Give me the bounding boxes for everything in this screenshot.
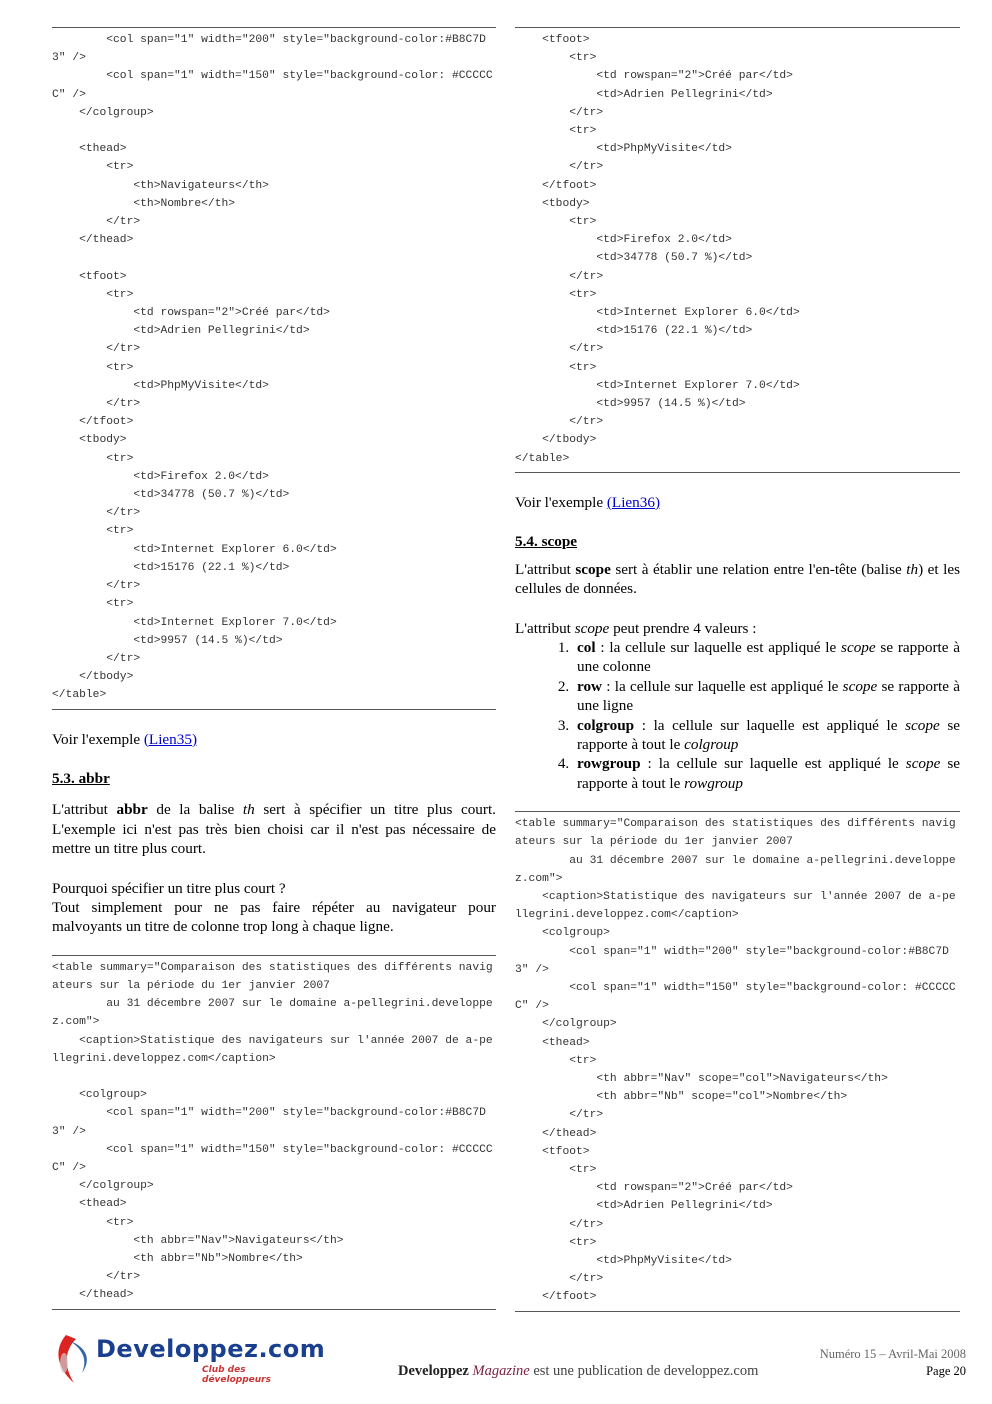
publication-magazine: Magazine xyxy=(472,1363,530,1379)
left-column xyxy=(52,27,496,1310)
text-span: se rapporte à tout le xyxy=(577,716,960,753)
scope-values-list xyxy=(515,638,960,793)
text-span: L'attribut xyxy=(515,619,575,637)
italic-term: scope xyxy=(905,755,941,773)
text-span: : la cellule sur laquelle est appliqué le xyxy=(595,638,842,656)
body-paragraph xyxy=(515,560,960,599)
publication-brand: Developpez xyxy=(398,1363,469,1379)
text-span: se rapporte à une colonne xyxy=(577,638,960,676)
example-paragraph xyxy=(52,730,496,749)
italic-term: scope xyxy=(841,638,876,656)
list-item xyxy=(573,677,960,716)
bold-term: colgroup xyxy=(577,716,635,734)
text-span: ) et les cellules de données. xyxy=(515,560,960,598)
code-block: <table summary="Comparaison des statistiques des différents navigateurs sur la période du 1er janvier 2007 au 31 décembre 2007 sur le domaine a-pellegrini.developpez.com"> <caption>Statistique des navigateurs sur l'année 2007 de a-pellegrini.developpez.com</caption> <colgroup> <col span="1" width="200" style="background-color:#B8C7D3" /> <col span="1" width="150" style="background-color: #CCCCCC" /> </colgroup> <thead> <tr> <th abbr="Nav" scope="col">Navigateurs</th> <th abbr="Nb" scope="col">Nombre</th> </tr> </thead> <tfoot> <tr> <td rowspan="2">Créé par</td> <td>Adrien Pellegrini</td> </tr> <tr> <td>PhpMyVisite</td> </tr> </tfoot> xyxy=(515,811,960,1311)
right-column xyxy=(515,27,960,1312)
publication-text: est une publication de developpez.com xyxy=(529,1363,759,1379)
text-span: L'attribut xyxy=(52,801,117,819)
italic-term: th xyxy=(242,801,255,819)
text-span: L'attribut xyxy=(515,560,576,578)
italic-term: scope xyxy=(905,716,940,734)
issue-number: Numéro 15 – Avril-Mai 2008 xyxy=(819,1347,966,1361)
bold-term: rowgroup xyxy=(577,755,641,773)
italic-term: scope xyxy=(574,619,610,637)
section-heading: 5.3. abbr xyxy=(52,769,110,787)
italic-term: scope xyxy=(842,677,878,695)
text-span: se rapporte à une ligne xyxy=(577,677,960,715)
example-paragraph xyxy=(515,493,960,512)
text-span: : la cellule sur laquelle est appliqué le xyxy=(640,755,906,773)
body-paragraph xyxy=(52,800,496,858)
developpez-logo[interactable] xyxy=(52,1333,326,1385)
body-paragraph: Pourquoi spécifier un titre plus court ? xyxy=(52,879,286,897)
body-paragraph xyxy=(515,619,960,638)
logo-tagline: Club des développeurs xyxy=(202,1365,271,1385)
list-item xyxy=(573,638,960,677)
page-number: Page 20 xyxy=(926,1364,966,1378)
list-item xyxy=(573,716,960,755)
bold-term: abbr xyxy=(116,801,148,819)
code-block: <tfoot> <tr> <td rowspan="2">Créé par</td> <td>Adrien Pellegrini</td> </tr> <tr> <td>PhpMyVisite</td> </tr> </tfoot> <tbody> <tr> <td>Firefox 2.0</td> <td>34778 (50.7 %)</td> </tr> <tr> <td>Internet Explorer 6.0</td> <td>15176 (22.1 %)</td> </tr> <tr> <td>Internet Explorer 7.0</td> <td>9957 (14.5 %)</td> </tr> </tbody> </table> xyxy=(515,27,960,473)
italic-term: colgroup xyxy=(684,735,739,753)
bold-term: col xyxy=(577,638,596,656)
code-block: <col span="1" width="200" style="background-color:#B8C7D3" /> <col span="1" width="150" style="background-color: #CCCCCC" /> </colgroup> <thead> <tr> <th>Navigateurs</th> <th>Nombre</th> </tr> </thead> <tfoot> <tr> <td rowspan="2">Créé par</td> <td>Adrien Pellegrini</td> </tr> <tr> <td>PhpMyVisite</td> </tr> </tfoot> <tbody> <tr> <td>Firefox 2.0</td> <td>34778 (50.7 %)</td> </tr> <tr> <td>Internet Explorer 6.0</td> <td>15176 (22.1 %)</td> </tr> <tr> <td>Internet Explorer 7.0</td> <td>9957 (14.5 %)</td> </tr> </tbody> </table> xyxy=(52,27,496,710)
code-block: <table summary="Comparaison des statistiques des différents navigateurs sur la période du 1er janvier 2007 au 31 décembre 2007 sur le domaine a-pellegrini.developpez.com"> <caption>Statistique des navigateurs sur l'année 2007 de a-pellegrini.developpez.com</caption> <colgroup> <col span="1" width="200" style="background-color:#B8C7D3" /> <col span="1" width="150" style="background-color: #CCCCCC" /> </colgroup> <thead> <tr> <th abbr="Nav">Navigateurs</th> <th abbr="Nb">Nombre</th> </tr> </thead> xyxy=(52,955,496,1310)
text-span: sert à établir une relation entre l'en-tête (balise xyxy=(610,560,907,578)
logo-wordmark: Developpez.com xyxy=(96,1335,326,1363)
list-item xyxy=(573,754,960,793)
publication-note xyxy=(398,1363,758,1380)
footer-info xyxy=(820,1346,966,1380)
example-label: Voir l'exemple xyxy=(515,493,607,511)
body-paragraph: Tout simplement pour ne pas faire répéter au navigateur pour malvoyants un titre de colonne trop long à chaque ligne. xyxy=(52,898,496,936)
section-heading: 5.4. scope xyxy=(515,533,578,551)
bold-term: scope xyxy=(575,560,611,578)
text-span: : la cellule sur laquelle est appliqué le xyxy=(602,677,843,695)
italic-term: th xyxy=(906,560,919,578)
text-span: peut prendre 4 valeurs : xyxy=(609,619,757,637)
text-span: de la balise xyxy=(147,801,243,819)
example-link[interactable]: (Lien36) xyxy=(606,493,661,511)
bold-term: row xyxy=(577,677,603,695)
text-span: sert à spécifier un titre plus court. L'exemple ici n'est pas très bien choisi car il n'est pas nécessaire de mettre un titre plus court. xyxy=(52,801,496,858)
italic-term: rowgroup xyxy=(684,774,743,792)
text-span: : la cellule sur laquelle est appliqué le xyxy=(634,716,906,734)
text-span: se rapporte à tout le xyxy=(577,755,961,792)
example-label: Voir l'exemple xyxy=(52,730,144,748)
example-link[interactable]: (Lien35) xyxy=(143,730,198,748)
